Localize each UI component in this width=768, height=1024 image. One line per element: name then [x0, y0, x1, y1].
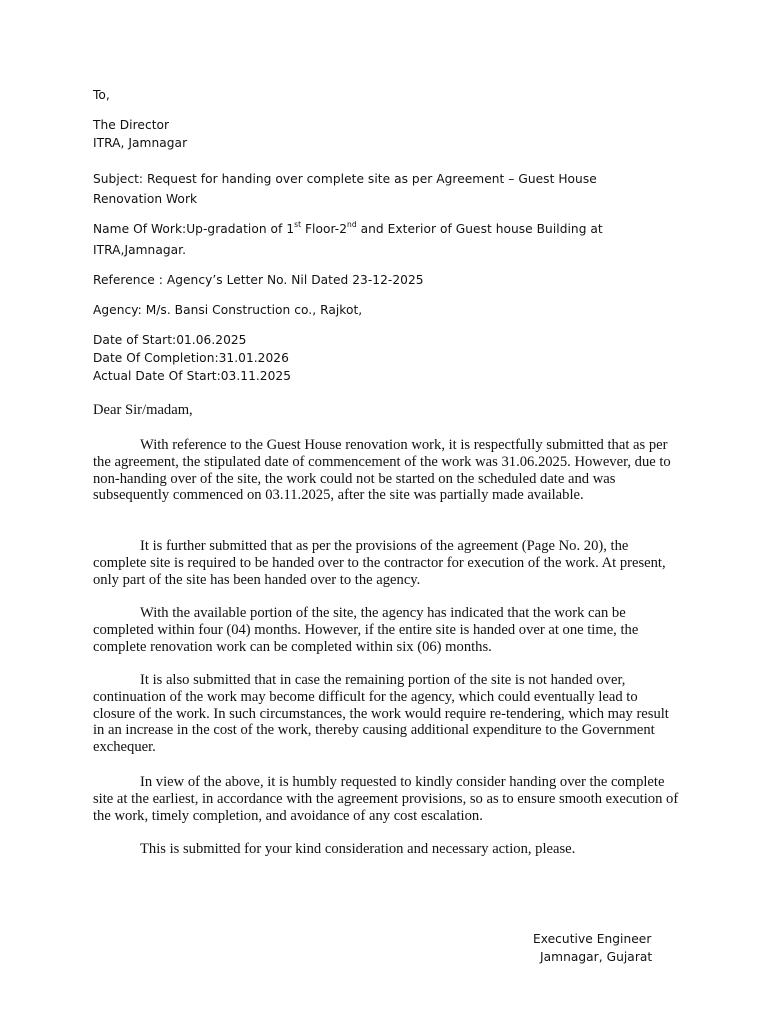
body-paragraph-4: It is also submitted that in case the remaining portion of the site is not handed over, continuation of the work may become difficult for the agency, which could eventually lead to closure of the work. In such circumstances, the work would require re-tendering, which may result in an increase in the cost of the work, thereby causing additional expenditure to the Government exchequer.: [93, 672, 669, 756]
recipient-org: ITRA, Jamnagar: [93, 136, 188, 150]
ordinal-st: st: [294, 219, 302, 229]
reference-line: Reference : Agency’s Letter No. Nil Dated 23-12-2025: [93, 273, 424, 287]
signature-designation: Executive Engineer: [533, 932, 652, 946]
ordinal-nd: nd: [347, 219, 357, 229]
name-of-work-part-1: Name Of Work:Up-gradation of 1: [93, 222, 295, 236]
body-paragraph-2: It is further submitted that as per the provisions of the agreement (Page No. 20), the complete site is required to be handed over to the contractor for execution of the work. At present, only part of the site has been handed over to the agency.: [93, 538, 666, 588]
body-paragraph-6: This is submitted for your kind consideration and necessary action, please.: [140, 841, 576, 857]
name-of-work-part-3: and Exterior of Guest house Building at: [356, 222, 603, 236]
body-paragraph-5: In view of the above, it is humbly requested to kindly consider handing over the complete site at the earliest, in accordance with the agreement provisions, so as to ensure smooth execution of the work, timely completion, and avoidance of any cost escalation.: [93, 774, 679, 824]
name-of-work-line-1: [93, 219, 603, 236]
actual-date-of-start: Actual Date Of Start:03.11.2025: [93, 369, 292, 383]
greeting: Dear Sir/madam,: [93, 402, 193, 418]
body-paragraph-1: With reference to the Guest House renovation work, it is respectfully submitted that as per the agreement, the stipulated date of commencement of the work was 31.06.2025. However, due to non-handing over of the site, the work could not be started on the scheduled date and was subsequently commenced on 03.11.2025, after the site was partially made available.: [93, 437, 671, 504]
to-line: To,: [93, 88, 110, 102]
name-of-work-line-2: ITRA,Jamnagar.: [93, 243, 187, 257]
subject-line-1: Subject: Request for handing over complete site as per Agreement – Guest House: [93, 172, 597, 186]
body-paragraph-3: With the available portion of the site, the agency has indicated that the work can be completed within four (04) months. However, if the entire site is handed over at one time, the complete renovation work can be completed within six (06) months.: [93, 605, 639, 655]
date-of-start: Date of Start:01.06.2025: [93, 333, 247, 347]
signature-location: Jamnagar, Gujarat: [540, 950, 653, 964]
subject-line-2: Renovation Work: [93, 192, 198, 206]
recipient-title: The Director: [93, 118, 170, 132]
agency-line: Agency: M/s. Bansi Construction co., Rajkot,: [93, 303, 363, 317]
name-of-work-part-2: Floor-2: [301, 222, 348, 236]
date-of-completion: Date Of Completion:31.01.2026: [93, 351, 289, 365]
